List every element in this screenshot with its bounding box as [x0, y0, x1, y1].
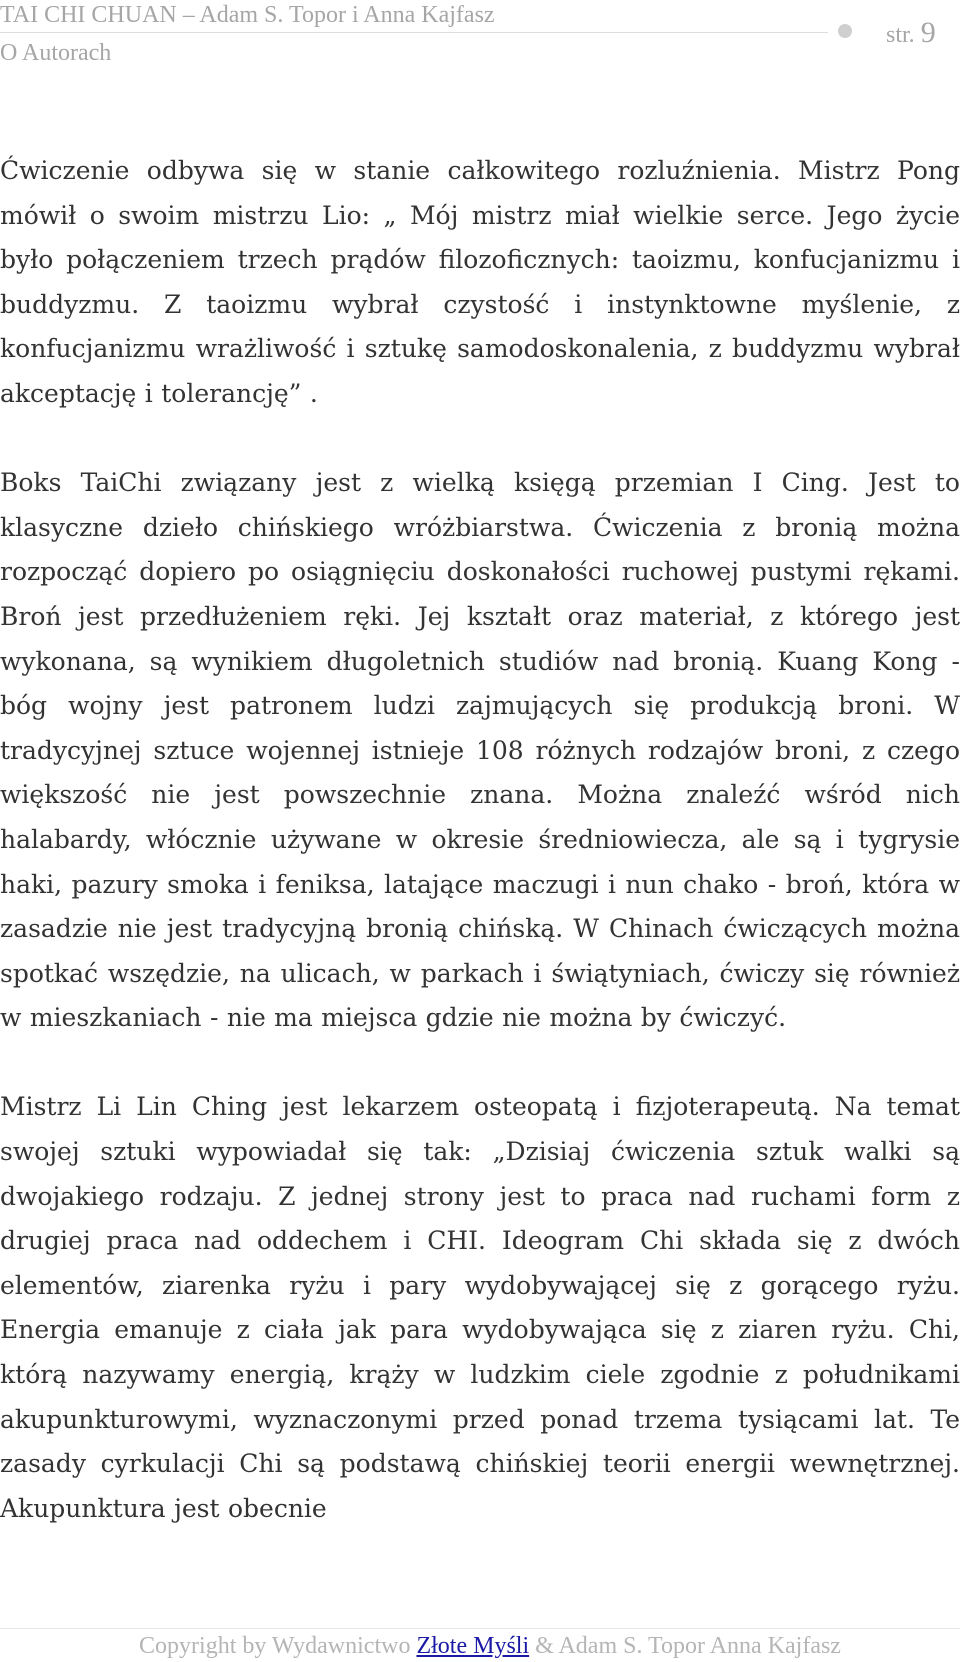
document-body — [0, 149, 960, 1576]
page-header — [0, 0, 960, 80]
book-title: TAI CHI CHUAN – Adam S. Topor i Anna Kajfasz — [0, 2, 495, 28]
bullet-dot-icon — [838, 24, 852, 38]
header-divider — [0, 32, 828, 33]
page-number — [886, 18, 936, 50]
page-number-value: 9 — [920, 16, 936, 49]
copyright-prefix: Copyright by Wydawnictwo — [139, 1633, 417, 1659]
section-title: O Autorach — [0, 40, 112, 66]
publisher-link[interactable]: Złote Myśli — [416, 1633, 530, 1659]
page-footer — [0, 1628, 960, 1662]
paragraph-3: Mistrz Li Lin Ching jest lekarzem osteopatą i fizjoterapeutą. Na temat swojej sztuki wypowiadał się tak: „Dzisiaj ćwiczenia sztuk walki są dwojakiego rodzaju. Z jednej strony jest to praca nad ruchami form z drugiej praca nad oddechem i CHI. Ideogram Chi składa się z dwóch elementów, ziarenka ryżu i pary wydobywającej się z gorącego ryżu. Energia emanuje z ciała jak para wydobywająca się z ziaren ryżu. Chi, którą nazywamy energią, krąży w ludzkim ciele zgodnie z południkami akupunkturowymi, wyznaczonymi przed ponad trzema tysiącami lat. Te zasady cyrkulacji Chi są podstawą chińskiej teorii energii wewnętrznej. Akupunktura jest obecnie — [0, 1092, 960, 1523]
copyright-text — [139, 1633, 841, 1659]
copyright-suffix: & Adam S. Topor Anna Kajfasz — [529, 1633, 841, 1659]
paragraph-1: Ćwiczenie odbywa się w stanie całkowitego rozluźnienia. Mistrz Pong mówił o swoim mistrzu Lio: „ Mój mistrz miał wielkie serce. Jego życie było połączeniem trzech prądów filozoficznych: taoizmu, konfucjanizmu i buddyzmu. Z taoizmu wybrał czystość i instynktowne myślenie, z konfucjanizmu wrażliwość i sztukę samodoskonalenia, z buddyzmu wybrał akceptację i tolerancję” . — [0, 156, 960, 408]
paragraph-2: Boks TaiChi związany jest z wielką księgą przemian I Cing. Jest to klasyczne dzieło chińskiego wróżbiarstwa. Ćwiczenia z bronią można rozpocząć dopiero po osiągnięciu doskonałości ruchowej pustymi rękami. Broń jest przedłużeniem ręki. Jej kształt oraz materiał, z którego jest wykonana, są wynikiem długoletnich studiów nad bronią. Kuang Kong - bóg wojny jest patronem ludzi zajmujących się produkcją broni. W tradycyjnej sztuce wojennej istnieje 108 różnych rodzajów broni, z czego większość nie jest powszechnie znana. Można znaleźć wśród nich halabardy, włócznie używane w okresie średniowiecza, ale są i tygrysie haki, pazury smoka i feniksa, latające maczugi i nun chako - broń, która w zasadzie nie jest tradycyjną bronią chińską. W Chinach ćwiczących można spotkać wszędzie, na ulicach, w parkach i świątyniach, ćwiczy się również w mieszkaniach - nie ma miejsca gdzie nie można by ćwiczyć. — [0, 468, 960, 1033]
page-prefix: str. — [886, 22, 921, 48]
